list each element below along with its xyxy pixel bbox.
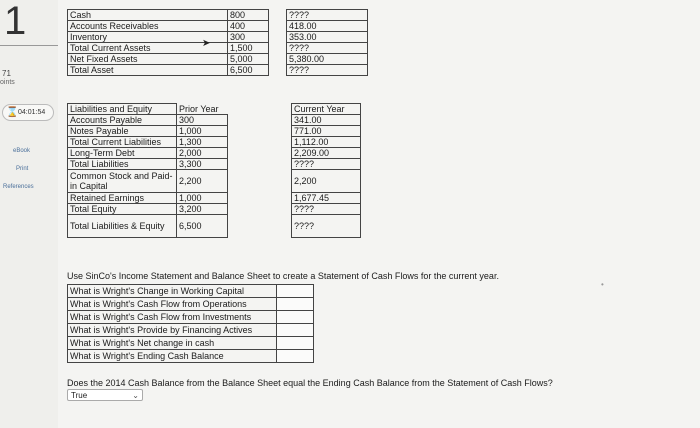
- current-value: 771.00: [292, 126, 361, 137]
- table-header-row: [68, 104, 361, 115]
- table-row: [68, 324, 314, 337]
- row-label: Total Liabilities & Equity: [68, 215, 177, 238]
- divider: [0, 45, 58, 46]
- table-row: [68, 285, 314, 298]
- prior-value: 300: [177, 115, 228, 126]
- prior-value: 1,300: [177, 137, 228, 148]
- row-label: Total Current Liabilities: [68, 137, 177, 148]
- prior-value: 800: [228, 10, 269, 21]
- prior-value: 3,300: [177, 159, 228, 170]
- answer-input[interactable]: [277, 285, 314, 298]
- table-row: [68, 137, 361, 148]
- question-number: 1: [4, 0, 27, 43]
- row-label: Cash: [68, 10, 228, 21]
- answer-input[interactable]: [277, 324, 314, 337]
- decoration-dot: •: [601, 280, 604, 289]
- prior-value: 2,200: [177, 170, 228, 193]
- prior-value: 1,500: [228, 43, 269, 54]
- question-label: What is Wright's Ending Cash Balance: [68, 350, 277, 363]
- prior-value: 400: [228, 21, 269, 32]
- table-row: [68, 43, 368, 54]
- prior-value: 3,200: [177, 204, 228, 215]
- question-sidebar: [0, 0, 58, 428]
- prior-value: 6,500: [228, 65, 269, 76]
- assets-table: [67, 9, 368, 76]
- table-row: [68, 115, 361, 126]
- prior-value: 5,000: [228, 54, 269, 65]
- print-link[interactable]: Print: [16, 166, 29, 172]
- question-label: What is Wright's Change in Working Capital: [68, 285, 277, 298]
- row-label: Notes Payable: [68, 126, 177, 137]
- mouse-cursor-icon: ➤: [202, 38, 211, 49]
- instructions-text: Use SinCo's Income Statement and Balance Sheet to create a Statement of Cash Flows for the current year.: [67, 271, 499, 281]
- header-label: Liabilities and Equity: [68, 104, 177, 115]
- question-label: What is Wright's Provide by Financing Actives: [68, 324, 277, 337]
- final-question-text: Does the 2014 Cash Balance from the Balance Sheet equal the Ending Cash Balance from the Statement of Cash Flows?: [67, 378, 553, 388]
- references-link[interactable]: References: [3, 184, 34, 190]
- table-row: [68, 204, 361, 215]
- table-row: [68, 193, 361, 204]
- header-current: Current Year: [292, 104, 361, 115]
- timer-text: 04:01:54: [18, 109, 46, 116]
- current-value: 5,380.00: [287, 54, 368, 65]
- row-label: Total Asset: [68, 65, 228, 76]
- row-label: Accounts Receivables: [68, 21, 228, 32]
- table-row: [68, 32, 368, 43]
- row-label: Total Liabilities: [68, 159, 177, 170]
- table-row: [68, 54, 368, 65]
- current-value: ????: [287, 43, 368, 54]
- row-label: Long-Term Debt: [68, 148, 177, 159]
- table-row: [68, 65, 368, 76]
- header-prior: Prior Year: [179, 103, 219, 114]
- table-row: [68, 148, 361, 159]
- table-row: [68, 10, 368, 21]
- question-label: What is Wright's Net change in cash: [68, 337, 277, 350]
- cash-flow-table: [67, 284, 314, 363]
- true-false-select[interactable]: [67, 389, 143, 401]
- prior-value: 300: [228, 32, 269, 43]
- timer-badge: [2, 104, 54, 121]
- question-label: What is Wright's Cash Flow from Operations: [68, 298, 277, 311]
- current-value: 1,112.00: [292, 137, 361, 148]
- current-value: 418.00: [287, 21, 368, 32]
- row-label: Total Equity: [68, 204, 177, 215]
- row-label: Total Current Assets: [68, 43, 228, 54]
- points-label: oints: [0, 79, 15, 86]
- row-label: Net Fixed Assets: [68, 54, 228, 65]
- current-value: 2,200: [292, 170, 361, 193]
- prior-value: 1,000: [177, 126, 228, 137]
- prior-value: 1,000: [177, 193, 228, 204]
- answer-input[interactable]: [277, 311, 314, 324]
- current-value: ????: [292, 215, 361, 238]
- answer-input[interactable]: [277, 350, 314, 363]
- table-row: [68, 350, 314, 363]
- current-value: 1,677.45: [292, 193, 361, 204]
- table-row: [68, 215, 361, 238]
- table-row: [68, 298, 314, 311]
- answer-input[interactable]: [277, 337, 314, 350]
- current-value: ????: [292, 204, 361, 215]
- prior-value: 2,000: [177, 148, 228, 159]
- hourglass-icon: ⌛: [6, 107, 19, 118]
- prior-value: 6,500: [177, 215, 228, 238]
- current-value: ????: [287, 10, 368, 21]
- current-value: 353.00: [287, 32, 368, 43]
- liabilities-table: [67, 103, 361, 238]
- table-row: [68, 159, 361, 170]
- table-row: [68, 170, 361, 193]
- current-value: ????: [287, 65, 368, 76]
- current-value: ????: [292, 159, 361, 170]
- table-row: [68, 337, 314, 350]
- table-row: [68, 311, 314, 324]
- current-value: 341.00: [292, 115, 361, 126]
- row-label: Accounts Payable: [68, 115, 177, 126]
- answer-input[interactable]: [277, 298, 314, 311]
- points-value: 71: [2, 69, 11, 78]
- current-value: 2,209.00: [292, 148, 361, 159]
- ebook-link[interactable]: eBook: [13, 148, 31, 154]
- row-label: Retained Earnings: [68, 193, 177, 204]
- row-label: Inventory: [68, 32, 228, 43]
- select-value: True: [71, 391, 88, 400]
- table-row: [68, 21, 368, 32]
- chevron-down-icon: ⌄: [132, 391, 139, 400]
- question-label: What is Wright's Cash Flow from Investments: [68, 311, 277, 324]
- table-row: [68, 126, 361, 137]
- row-label: Common Stock and Paid-in Capital: [68, 170, 177, 193]
